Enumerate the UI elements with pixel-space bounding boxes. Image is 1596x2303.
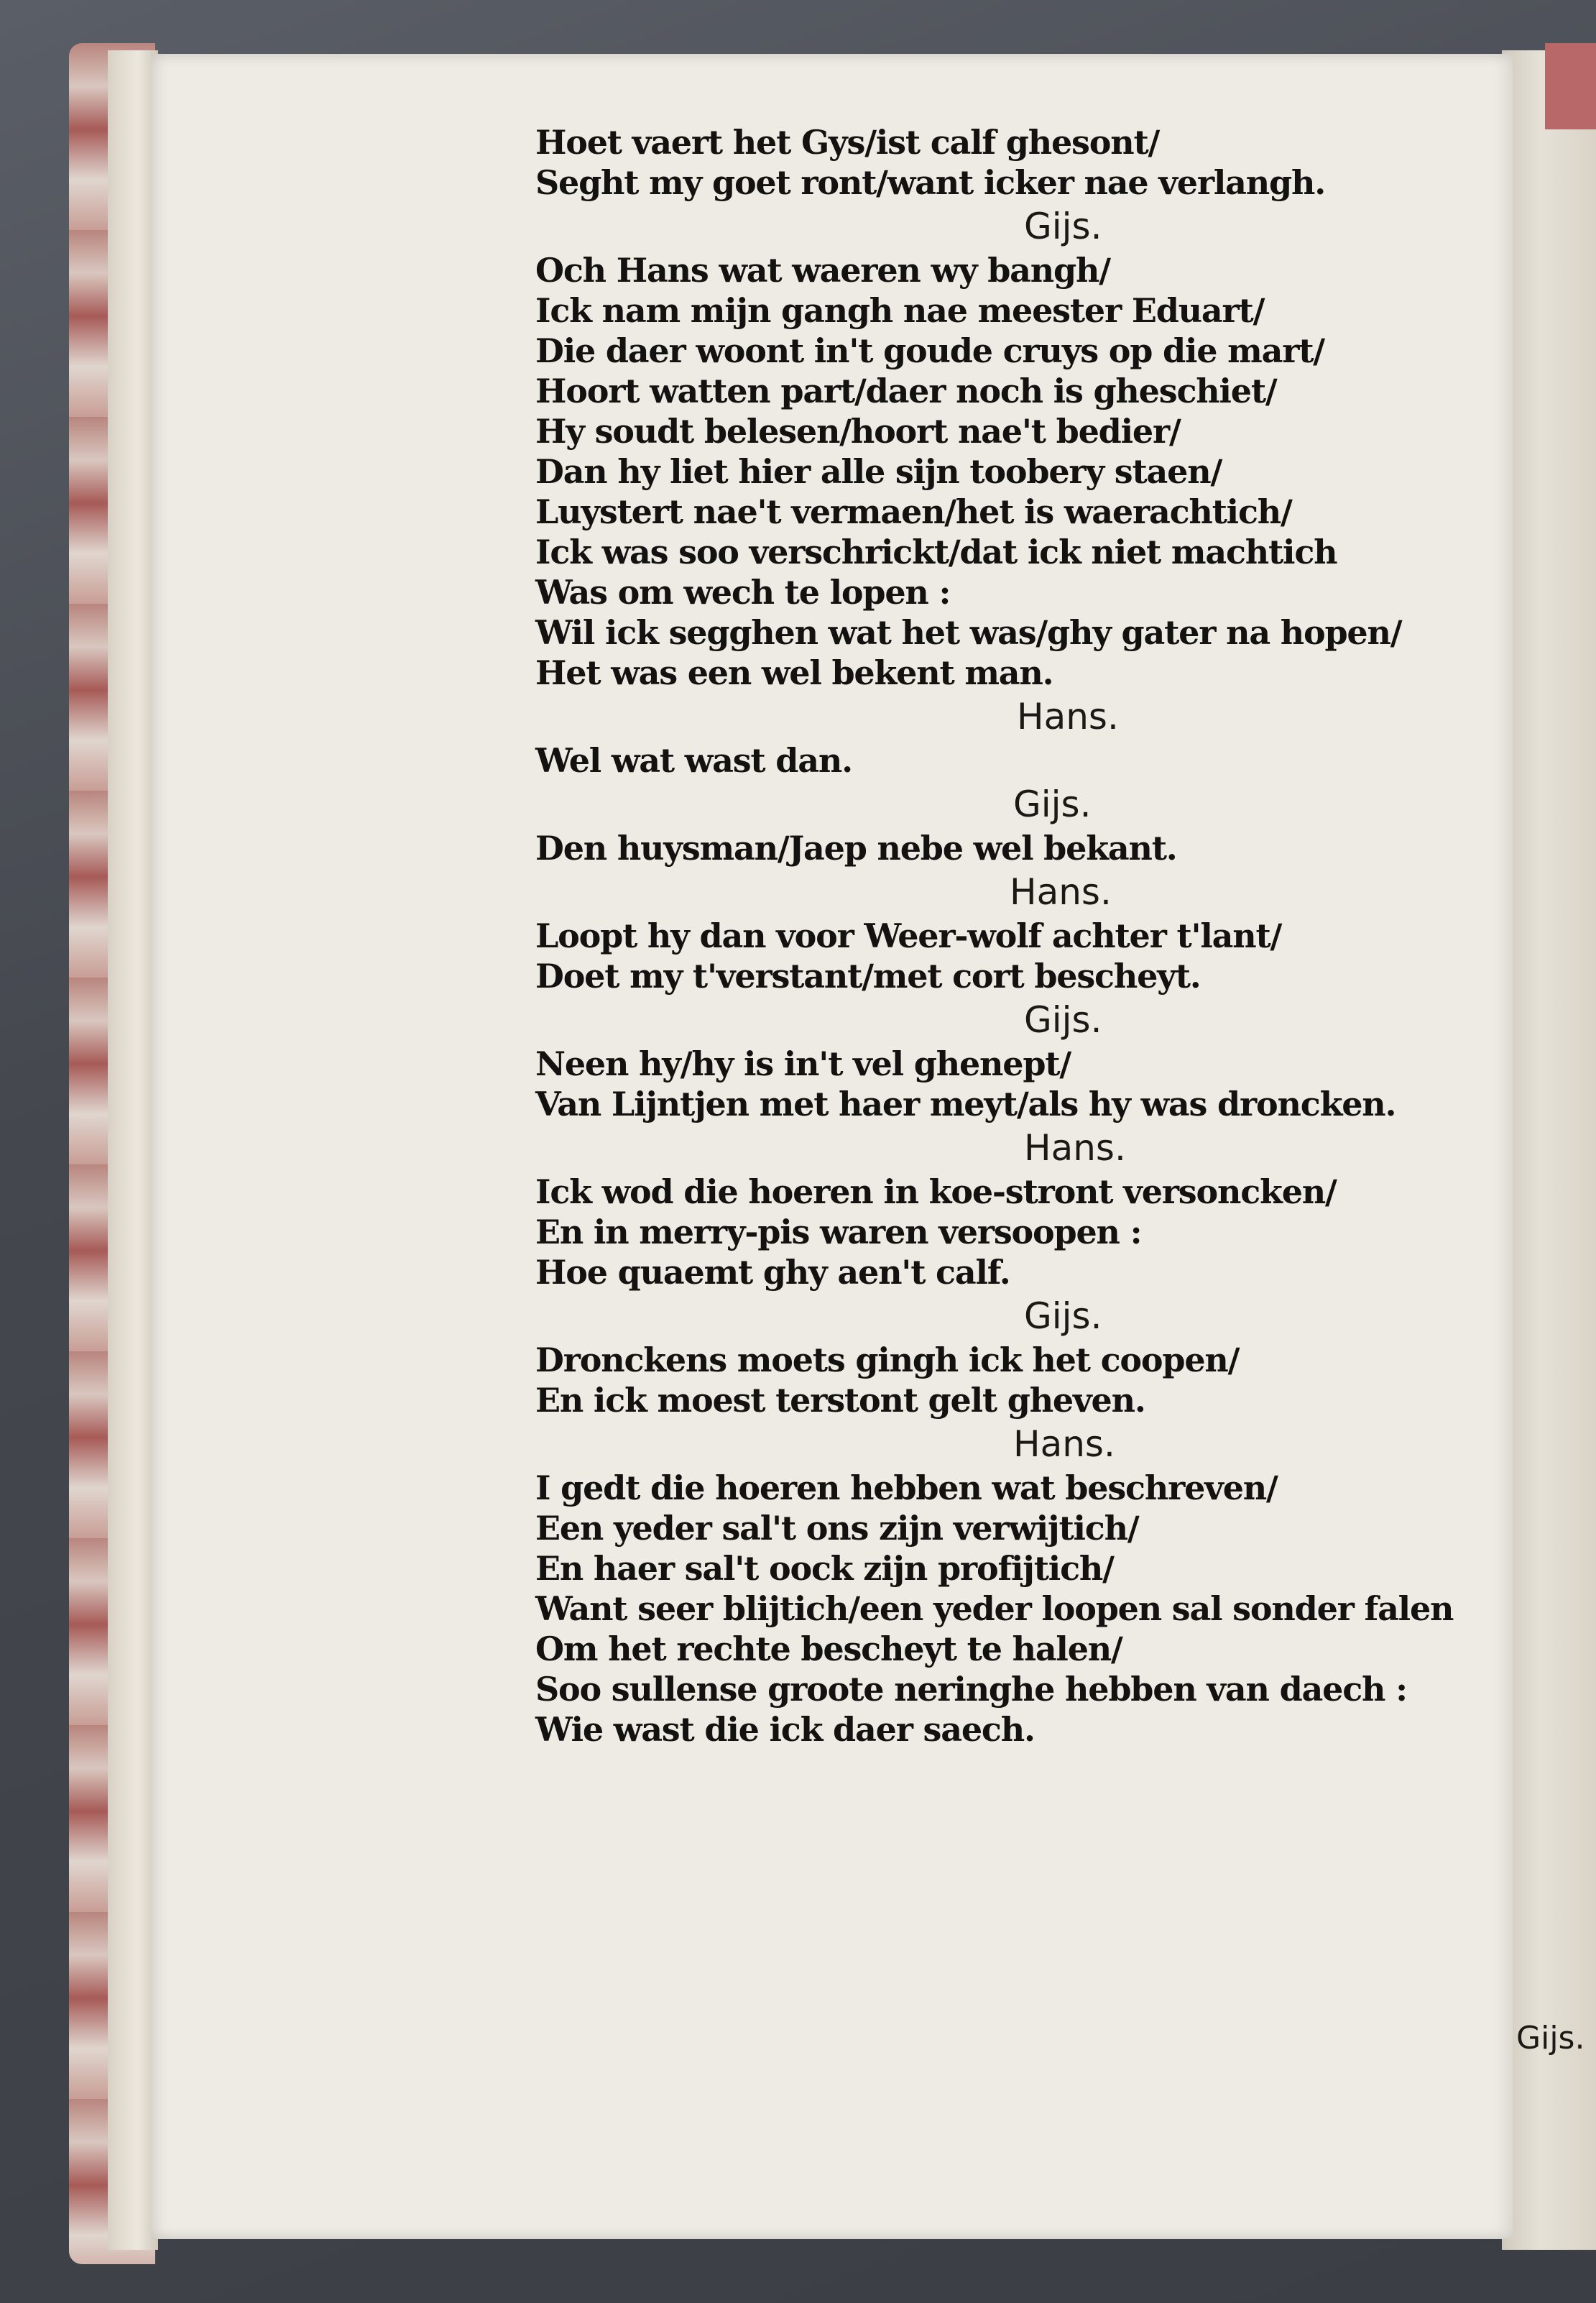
verse-line: Hoort watten part/daer noch is gheschiet/ <box>535 372 1277 410</box>
verse-line: Soo sullense groote neringhe hebben van daech : <box>535 1670 1407 1709</box>
speaker-name: Gijs. <box>1024 206 1102 247</box>
book-cover-corner <box>1545 43 1596 129</box>
verse-line: Den huysman/Jaep nebe wel bekant. <box>535 829 1177 868</box>
verse-line: Wel wat wast dan. <box>535 741 852 780</box>
speaker-name: Hans. <box>1024 1127 1126 1169</box>
verse-line: Een yeder sal't ons zijn verwijtich/ <box>535 1509 1139 1548</box>
verse-line: Loopt hy dan voor Weer-wolf achter t'lant/ <box>535 916 1282 955</box>
verse-line: Luystert nae't vermaen/het is waerachtich/ <box>535 492 1292 531</box>
verse-line: Was om wech te lopen : <box>535 573 951 612</box>
verse-line: Om het rechte bescheyt te halen/ <box>535 1629 1122 1668</box>
verse-line: En in merry-pis waren versoopen : <box>535 1213 1142 1251</box>
verse-line: Wil ick segghen wat het was/ghy gater na hopen/ <box>535 613 1402 652</box>
verse-line: Het was een wel bekent man. <box>535 653 1053 692</box>
book-page <box>151 54 1585 2239</box>
verse-line: En haer sal't oock zijn profijtich/ <box>535 1549 1114 1588</box>
verse-line: Dan hy liet hier alle sijn toobery staen/ <box>535 452 1222 491</box>
verse-line: Seght my goet ront/want icker nae verlangh. <box>535 163 1326 202</box>
verse-line: Ick nam mijn gangh nae meester Eduart/ <box>535 291 1265 330</box>
speaker-name: Hans. <box>1010 871 1112 913</box>
verse-line: En ick moest terstont gelt gheven. <box>535 1381 1145 1420</box>
verse-line: Dronckens moets gingh ick het coopen/ <box>535 1341 1240 1379</box>
verse-line: Neen hy/hy is in't vel ghenept/ <box>535 1044 1071 1083</box>
verse-line: Die daer woont in't goude cruys op die mart/ <box>535 331 1324 370</box>
verse-line: Hoe quaemt ghy aen't calf. <box>535 1253 1010 1292</box>
speaker-name: Hans. <box>1013 1423 1115 1465</box>
verse-line: Doet my t'verstant/met cort bescheyt. <box>535 957 1201 996</box>
verse-line: I gedt die hoeren hebben wat beschreven/ <box>535 1468 1278 1507</box>
speaker-name: Hans. <box>1017 696 1119 737</box>
verse-line: Hy soudt belesen/hoort nae't bedier/ <box>535 412 1181 451</box>
verse-line: Ick wod die hoeren in koe-stront versoncken/ <box>535 1172 1337 1211</box>
verse-line: Hoet vaert het Gys/ist calf ghesont/ <box>535 123 1160 162</box>
verse-line: Van Lijntjen met haer meyt/als hy was droncken. <box>535 1085 1396 1123</box>
dialogue-text-block <box>535 122 1592 1750</box>
speaker-name: Gijs. <box>1024 999 1102 1041</box>
speaker-name: Gijs. <box>1013 783 1092 825</box>
verse-line: Ick was soo verschrickt/dat ick niet machtich <box>535 533 1337 571</box>
verse-line: Want seer blijtich/een yeder loopen sal sonder falen <box>535 1589 1454 1628</box>
speaker-name: Gijs. <box>1024 1295 1102 1337</box>
verse-line: Wie wast die ick daer saech. <box>535 1710 1035 1749</box>
verse-line: Och Hans wat waeren wy bangh/ <box>535 251 1110 290</box>
catchword: Gijs. <box>1516 2020 1585 2056</box>
